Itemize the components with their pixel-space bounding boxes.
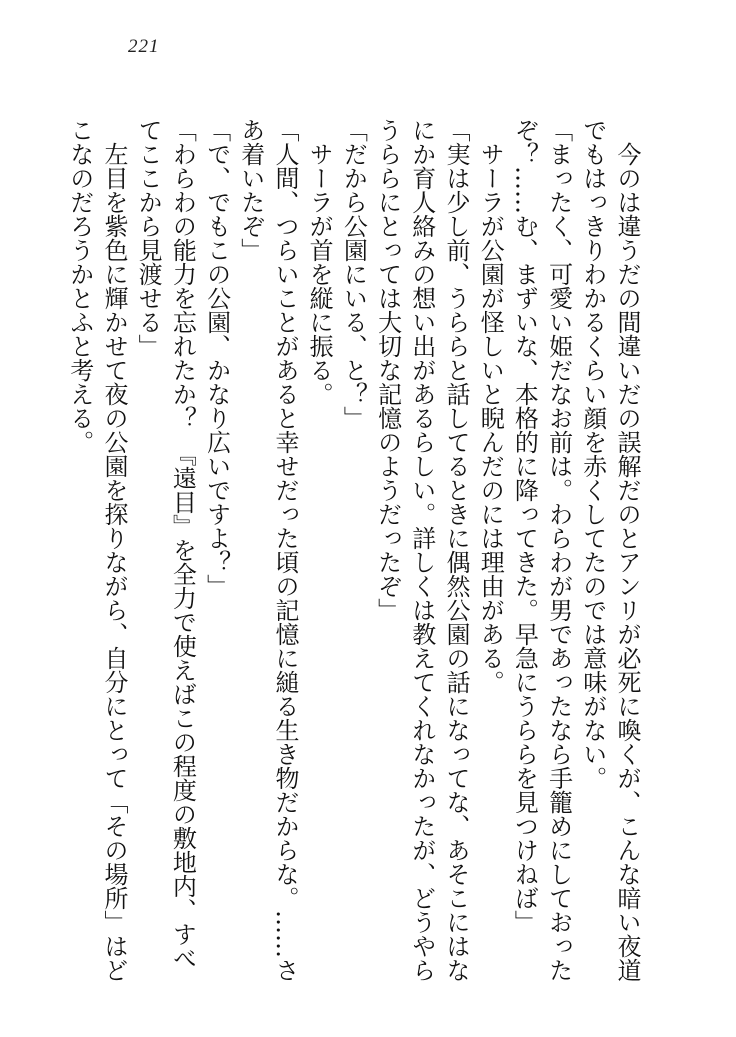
paragraph-dialogue: 「まったく、可愛い姫だなお前は。わらわが男であったなら手籠めにしておったぞ？……む、まずいな、本格的に降ってきた。早急にうららを見つけねば」 (510, 118, 573, 982)
paragraph-narration: サーラが首を縦に振る。 (305, 142, 334, 406)
paragraph-dialogue: 「人間、つらいことがあると幸せだった頃の記憶に縋る生き物だからな。……さあ着いたぞ」 (236, 118, 299, 982)
paragraph-narration: 左目を紫色に輝かせて夜の公園を探りながら、自分にとって「その場所」はどこなのだろうかとふと考える。 (65, 118, 128, 982)
paragraph-dialogue: 「だから公園にいる、と？」 (339, 118, 368, 430)
paragraph-dialogue: 「実は少し前、うららと話してるときに偶然公園の話になってな、あそこにはなにか育人絡みの想い出があるらしい。詳しくは教えてくれなかったが、どうやらうららにとっては大切な記憶のようだったぞ」 (373, 118, 470, 982)
paragraph-narration: 今のは違うだの間違いだの誤解だのとアンリが必死に喚くが、こんな暗い夜道でもはっきりわかるくらい顔を赤くしてたのでは意味がない。 (578, 118, 641, 982)
page-number: 221 (128, 36, 160, 57)
paragraph-dialogue: 「で、でもこの公園、かなり広いですよ？」 (202, 118, 231, 598)
paragraph-dialogue: 「わらわの能力を忘れたか？ 『遠目』を全力で使えばこの程度の敷地内、すべてここから見渡せる」 (134, 118, 197, 970)
paragraph-narration: サーラが公園が怪しいと睨んだのには理由がある。 (476, 142, 505, 694)
body-text (65, 118, 644, 990)
